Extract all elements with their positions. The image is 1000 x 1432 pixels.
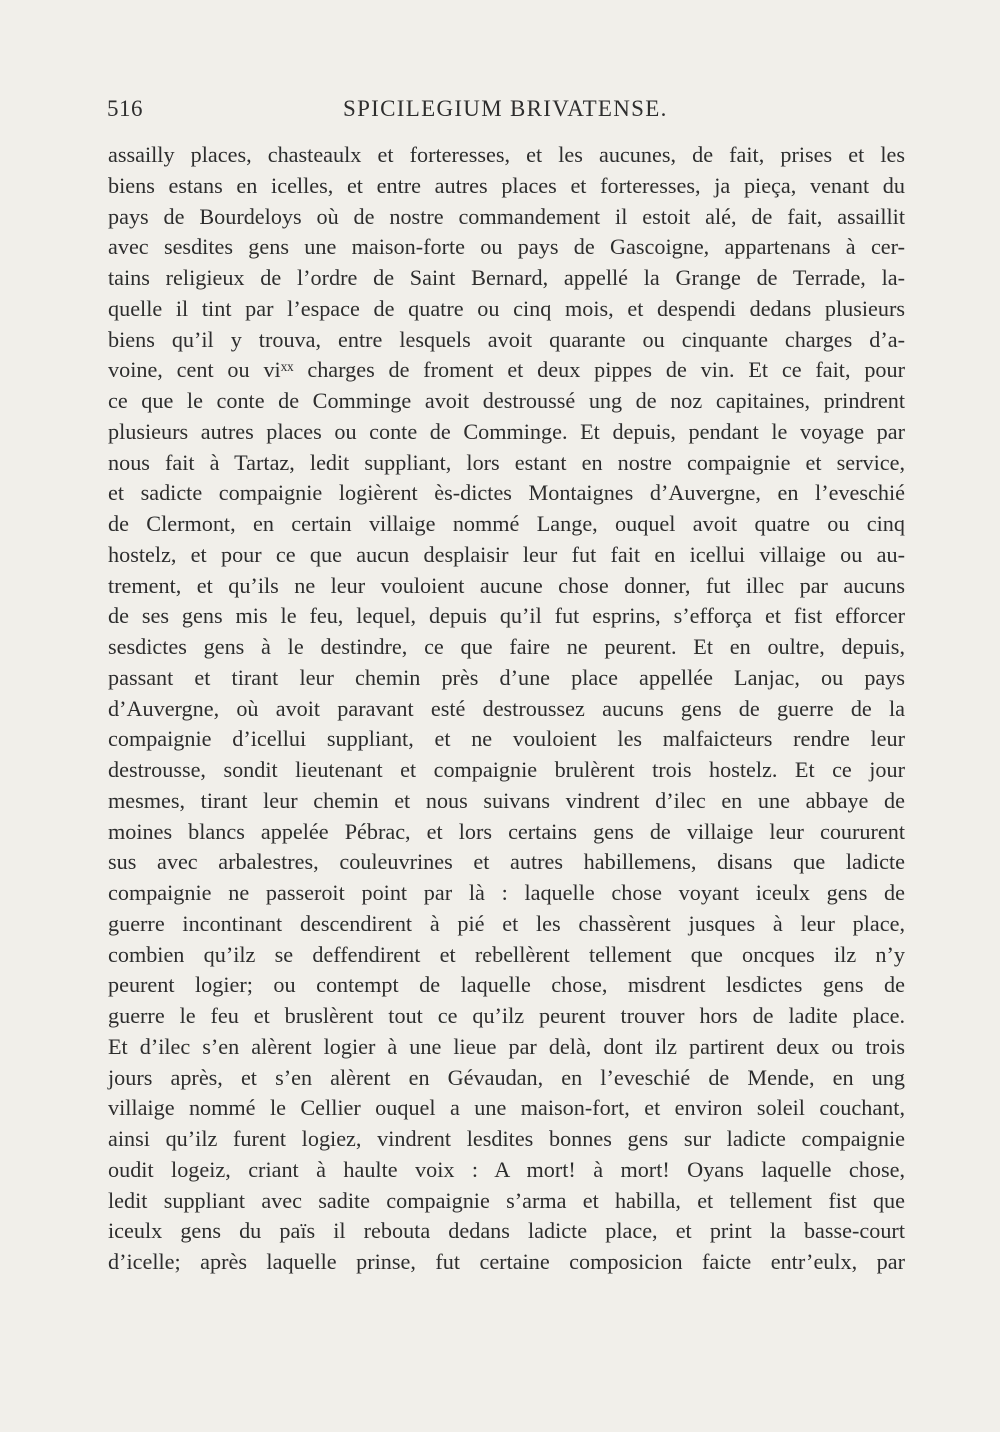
text-line: passant et tirant leur chemin près d’une place appellée Lanjac, ou pays [108,664,905,690]
text-line: voine, cent ou viˣˣ charges de froment et deux pippes de vin. Et ce fait, pour [108,357,905,383]
text-line: pays de Bourdeloys où de nostre commandement il estoit alé, de fait, assaillit [108,203,905,229]
text-line: de ses gens mis le feu, lequel, depuis qu’il fut esprins, s’efforça et fist efforcer [108,603,905,629]
text-line: guerre incontinant descendirent à pié et les chassèrent jusques à leur place, [108,910,905,936]
text-line: jours après, et s’en alèrent en Gévaudan, en l’eveschié de Mende, en ung [108,1064,905,1090]
text-line: tains religieux de l’ordre de Saint Bernard, appellé la Grange de Terrade, la- [108,265,905,290]
text-line: avec sesdites gens une maison-forte ou pays de Gascoigne, appartenans à cer- [108,234,905,260]
page-header [107,96,905,136]
text-line: nous fait à Tartaz, ledit suppliant, lors estant en nostre compaignie et service, [108,449,905,475]
running-title: SPICILEGIUM BRIVATENSE. [343,96,668,121]
text-line: sus avec arbalestres, couleuvrines et autres habillemens, disans que ladicte [108,849,905,875]
text-line: guerre le feu et bruslèrent tout ce qu’ilz peurent trouver hors de ladite place. [108,1003,905,1028]
text-line: combien qu’ilz se deffendirent et rebellèrent tellement que oncques ilz n’y [108,941,905,967]
text-line: quelle il tint par l’espace de quatre ou cinq mois, et despendi dedans plusieurs [108,295,905,321]
text-line: de Clermont, en certain villaige nommé Lange, ouquel avoit quatre ou cinq [108,511,905,536]
text-line: ce que le conte de Comminge avoit destroussé ung de noz capitaines, prindrent [108,388,905,413]
text-line: iceulx gens du païs il rebouta dedans ladicte place, et print la basse-court [108,1218,905,1244]
text-line: d’Auvergne, où avoit paravant esté destroussez aucuns gens de guerre de la [108,695,905,721]
text-line: biens estans en icelles, et entre autres places et forteresses, ja pieça, venant du [108,172,905,198]
text-line: ainsi qu’ilz furent logiez, vindrent lesdites bonnes gens sur ladicte compaignie [108,1126,905,1151]
text-line: plusieurs autres places ou conte de Comminge. Et depuis, pendant le voyage par [108,418,905,444]
text-line: sesdictes gens à le destindre, ce que faire ne peurent. Et en oultre, depuis, [108,634,905,659]
text-line: biens qu’il y trouva, entre lesquels avoit quarante ou cinquante charges d’a- [108,326,905,352]
text-line: destrousse, sondit lieutenant et compaignie brulèrent trois hostelz. Et ce jour [108,757,905,782]
text-line: hostelz, et pour ce que aucun desplaisir leur fut fait en icellui villaige ou au- [108,541,905,567]
text-line: compaignie d’icellui suppliant, et ne vouloient les malfaicteurs rendre leur [108,726,905,752]
body-text [108,140,905,1278]
page-number: 516 [107,96,143,121]
text-line: ledit suppliant avec sadite compaignie s’arma et habilla, et tellement fist que [108,1187,905,1213]
text-line: compaignie ne passeroit point par là : laquelle chose voyant iceulx gens de [108,880,905,905]
text-line: d’icelle; après laquelle prinse, fut certaine composicion faicte entr’eulx, par [108,1249,905,1274]
text-line: Et d’ilec s’en alèrent logier à une lieue par delà, dont ilz partirent deux ou trois [108,1033,905,1059]
text-line: mesmes, tirant leur chemin et nous suivans vindrent d’ilec en une abbaye de [108,787,905,813]
text-line: peurent logier; ou contempt de laquelle chose, misdrent lesdictes gens de [108,972,905,998]
text-line: villaige nommé le Cellier ouquel a une maison-fort, et environ soleil couchant, [108,1095,905,1121]
text-line: et sadicte compaignie logièrent ès-dictes Montaignes d’Auvergne, en l’eveschié [108,480,905,506]
text-line: oudit logeiz, criant à haulte voix : A mort! à mort! Oyans laquelle chose, [108,1156,905,1182]
text-line: trement, et qu’ils ne leur vouloient aucune chose donner, fut illec par aucuns [108,572,905,598]
text-line: assailly places, chasteaulx et forteresses, et les aucunes, de fait, prises et les [108,142,905,167]
text-line: moines blancs appelée Pébrac, et lors certains gens de villaige leur coururent [108,818,905,844]
